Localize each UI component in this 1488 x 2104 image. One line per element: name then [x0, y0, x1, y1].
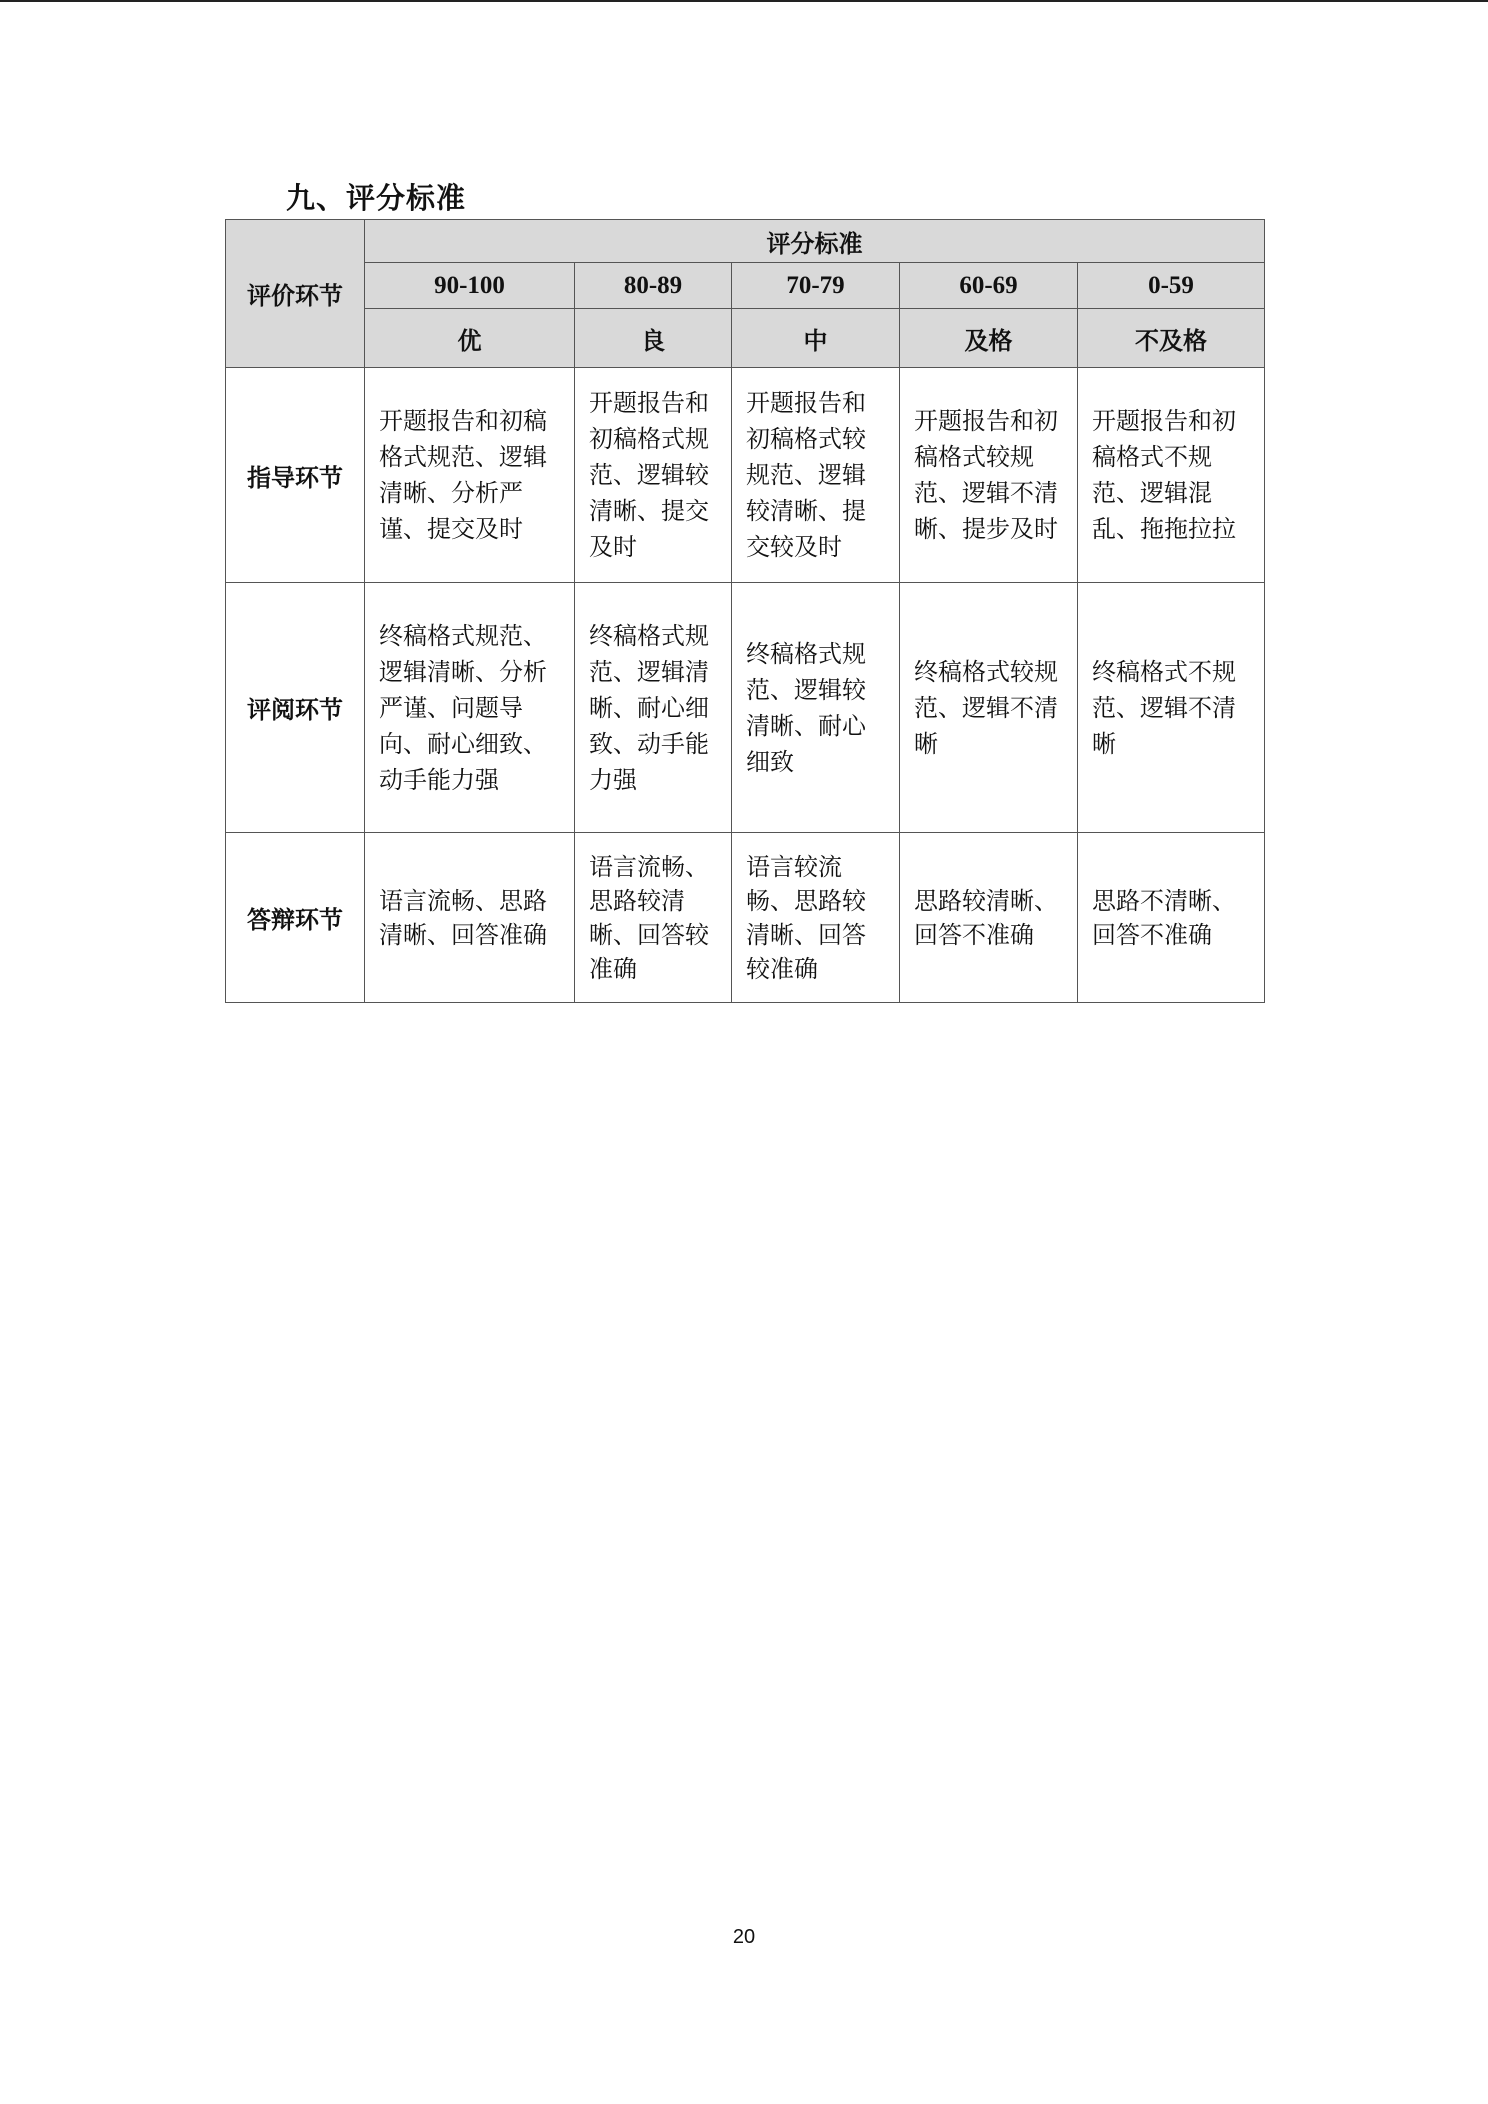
section-title: 九、评分标准	[286, 181, 467, 215]
score-range-header: 60-69	[900, 263, 1078, 309]
row-label-guidance: 指导环节	[226, 368, 365, 583]
table-cell: 终稿格式规范、逻辑较清晰、耐心细致	[732, 583, 900, 833]
table-row	[226, 368, 1265, 583]
row-label-review: 评阅环节	[226, 583, 365, 833]
grade-header: 中	[732, 309, 900, 368]
table-header-row-scores	[226, 263, 1265, 309]
table-cell: 开题报告和初稿格式规范、逻辑较清晰、提交及时	[575, 368, 732, 583]
corner-header-cell: 评价环节	[226, 220, 365, 368]
grade-header: 不及格	[1078, 309, 1265, 368]
table-row	[226, 583, 1265, 833]
score-range-header: 70-79	[732, 263, 900, 309]
table-cell: 语言流畅、思路较清晰、回答较准确	[575, 833, 732, 1003]
table-header-row-group	[226, 220, 1265, 263]
table-cell: 思路较清晰、回答不准确	[900, 833, 1078, 1003]
table-cell: 开题报告和初稿格式规范、逻辑清晰、分析严谨、提交及时	[365, 368, 575, 583]
page-top-border	[0, 0, 1488, 2]
grade-header: 优	[365, 309, 575, 368]
grade-header: 及格	[900, 309, 1078, 368]
table-cell: 思路不清晰、回答不准确	[1078, 833, 1265, 1003]
table-cell: 终稿格式规范、逻辑清晰、耐心细致、动手能力强	[575, 583, 732, 833]
table-cell: 终稿格式较规范、逻辑不清晰	[900, 583, 1078, 833]
page-number: 20	[732, 1926, 756, 1948]
score-range-header: 90-100	[365, 263, 575, 309]
grading-standards-table	[225, 219, 1265, 1003]
table-cell: 语言流畅、思路清晰、回答准确	[365, 833, 575, 1003]
score-range-header: 80-89	[575, 263, 732, 309]
table-header-row-grades	[226, 309, 1265, 368]
table-cell: 语言较流畅、思路较清晰、回答较准确	[732, 833, 900, 1003]
row-label-defense: 答辩环节	[226, 833, 365, 1003]
table-cell: 终稿格式不规范、逻辑不清晰	[1078, 583, 1265, 833]
table-row	[226, 833, 1265, 1003]
group-header-cell: 评分标准	[365, 220, 1265, 263]
table-cell: 终稿格式规范、逻辑清晰、分析严谨、问题导向、耐心细致、动手能力强	[365, 583, 575, 833]
table-cell: 开题报告和初稿格式不规范、逻辑混乱、拖拖拉拉	[1078, 368, 1265, 583]
table-cell: 开题报告和初稿格式较规范、逻辑较清晰、提交较及时	[732, 368, 900, 583]
grade-header: 良	[575, 309, 732, 368]
score-range-header: 0-59	[1078, 263, 1265, 309]
table-cell: 开题报告和初稿格式较规范、逻辑不清晰、提步及时	[900, 368, 1078, 583]
